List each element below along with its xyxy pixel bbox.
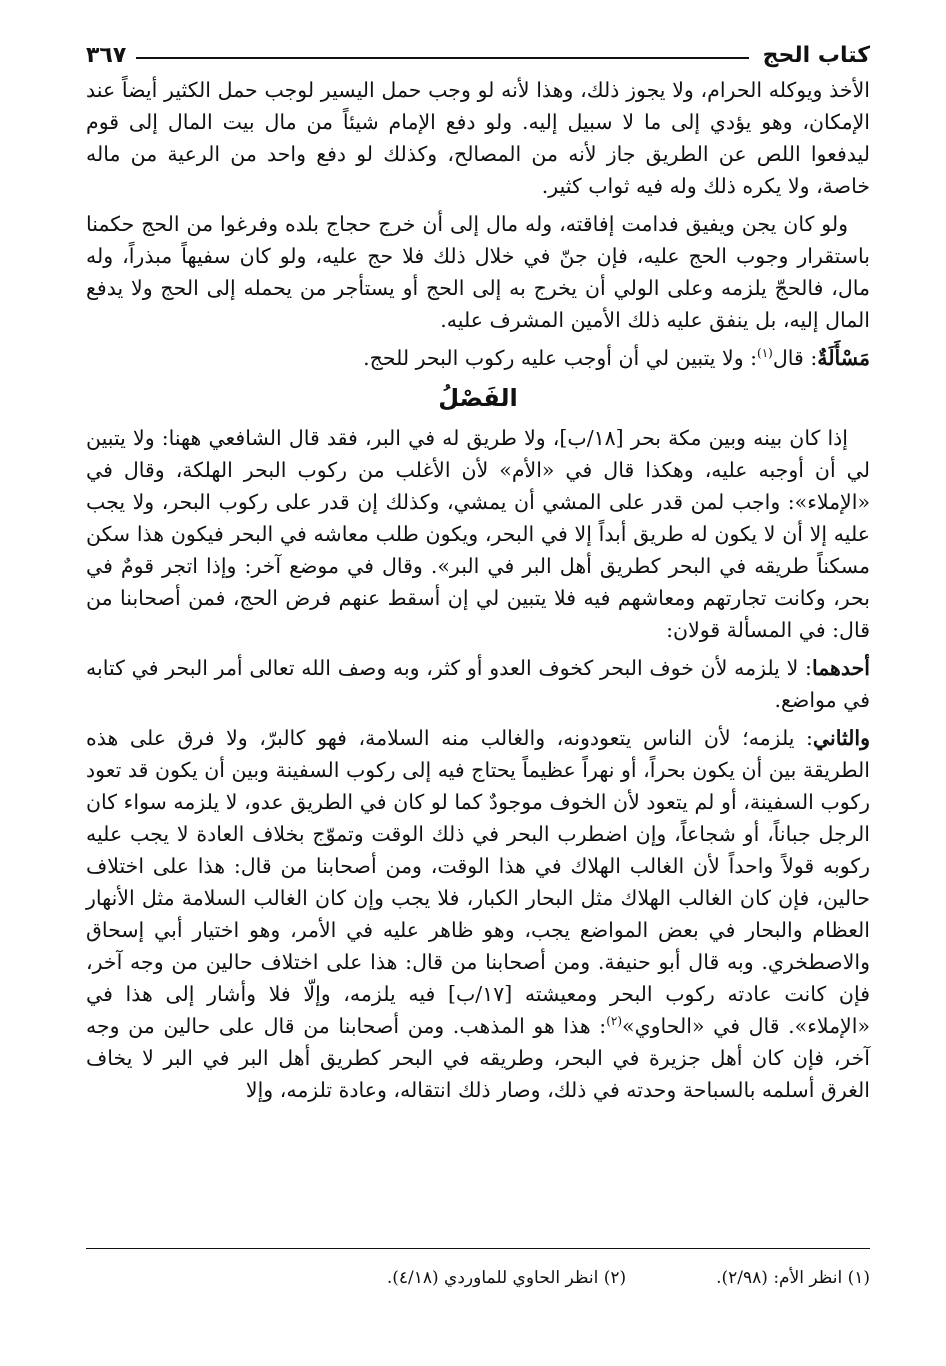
- footnote-2: (٢) انظر الحاوي للماوردي (٤/١٨).: [386, 1268, 627, 1288]
- masala-text-pre: : قال: [772, 346, 818, 370]
- first-opinion-lead: أحدهما: [811, 656, 870, 680]
- second-opinion-text-pre: : يلزمه؛ لأن الناس يتعودونه، والغالب منه السلامة، فهو كالبرّ، ولا فرق على هذه الطريقة بين أن يكون بحراً، أو نهراً عظيماً يحتاج فيه إلى ركوب السفينة وبين أن يكون قد تعود ركوب السفينة، أو لم يتعود لأن الخوف موجودٌ كما لو كان في الطريق عدو، لا يلزمه سواء كان الرجل جباناً، أو شجاعاً، وإن اضطرب البحر في ذلك الوقت وتموّج بخلاف العادة لا يجب عليه ركوبه قولاً واحداً لأن الغالب الهلاك في هذا الوقت، ومن أصحابنا من قال: هذا على اختلاف حالين، فإن كان الغالب الهلاك مثل البحار الكبار، فلا يجب وإن كان الغالب السلامة مثل الأنهار العظام والبحار في بعض المواضع يجب، وهو ظاهر عليه في الأمر، وهو اختيار أبي إسحاق والاصطخري. وبه قال أبو حنيفة. ومن أصحابنا من قال: هذا على اختلاف حالين من وجه آخر، فإن كانت عادته ركوب البحر ومعيشته [١٧/ب] فيه يلزمه، وإلّا فلا وأشار إلى هذا في «الإملاء». قال في «الحاوي»: [86, 726, 870, 1038]
- footnote-ref-2: (٢): [606, 1014, 623, 1029]
- main-text: [86, 74, 870, 1106]
- footnotes: [86, 1266, 870, 1290]
- running-header: [86, 30, 870, 68]
- footnote-ref-1: (١): [757, 346, 773, 361]
- section-heading: الفَصْلُ: [438, 384, 518, 412]
- book-page: [86, 30, 870, 1330]
- paragraph-1: الأخذ ويوكله الحرام، ولا يجوز ذلك، وهذا لأنه لو وجب حمل اليسير لوجب حمل الكثير أيضاً عند الإمكان، وهو يؤدي إلى ما لا سبيل إليه. ولو دفع الإمام شيئاً من مال بيت المال إلى قوم ليدفعوا اللص عن الطريق جاز لأنه من المصالح، وكذلك لو دفع واحد من الرعية من ماله خاصة، ولا يكره ذلك وله فيه ثواب كثير.: [86, 78, 870, 198]
- paragraph-4: إذا كان بينه وبين مكة بحر [١٨/ب]، ولا طريق له في البر، فقد قال الشافعي ههنا: ولا يتبين لي أن أوجبه عليه، وهكذا قال في «الأم» لأن الأغلب من ركوب البحر الهلكة، وقال في «الإملاء»: واجب لمن قدر على المشي أن يمشي، وكذلك إن قدر على ركوب البحر، ولا يجب عليه إلا أن لا يكون له طريق أبداً إلا في البحر، ويكون طلب معاشه في البحر فيكون هذا سكن مسكناً طريقه في البحر كطريق أهل البر في البر». وقال في موضع آخر: وإذا اتجر قومٌ في بحر، وكانت تجارتهم ومعاشهم فيه فلا يتبين لي إن أسقط عنهم فرض الحج، فمن أصحابنا من قال: في المسألة قولان:: [86, 426, 870, 642]
- paragraph-second-opinion: [86, 722, 870, 1106]
- second-opinion-lead: والثاني: [812, 726, 870, 750]
- paragraph-first-opinion: [86, 652, 870, 716]
- chapter-title: كتاب الحج: [762, 43, 870, 68]
- first-opinion-text: : لا يلزمه لأن خوف البحر كخوف العدو أو كثر، وبه وصف الله تعالى أمر البحر في كتابه في مواضع.: [86, 656, 870, 712]
- masala-text-post: : ولا يتبين لي أن أوجب عليه ركوب البحر للحج.: [363, 346, 758, 370]
- paragraph-2: ولو كان يجن ويفيق فدامت إفاقته، وله مال إلى أن خرج حجاج بلده وفرغوا من الحج حكمنا باستقرار وجوب الحج عليه، فإن جنّ في خلال ذلك فلا حج عليه، ولو كان سفيهاً مبذراً، وله مال، فالحجّ يلزمه وعلى الولي أن يخرج به إلى الحج أو يستأجر من يحمله إلى الحج ولا يدفع المال إليه، بل ينفق عليه ذلك الأمين المشرف عليه.: [86, 212, 870, 332]
- page-number: ٣٦٧: [86, 43, 127, 68]
- header-rule: [136, 57, 748, 59]
- footnote-rule: [86, 1248, 870, 1249]
- paragraph-masala: [86, 342, 870, 374]
- masala-lead: مَسْأَلَةٌ: [817, 346, 870, 370]
- second-opinion-text-post: : هذا هو المذهب. ومن أصحابنا من قال على حالين من وجه آخر، فإن كان أهل جزيرة في البحر، وطريقه في البحر كطريق أهل البر في البر لا يخاف الغرق أسلمه بالسباحة وحدته في ذلك، وصار ذلك انتقاله، وعادة تلزمه، وإلا: [86, 1014, 870, 1102]
- footnote-1: (١) انظر الأم: (٢/٩٨).: [716, 1268, 870, 1288]
